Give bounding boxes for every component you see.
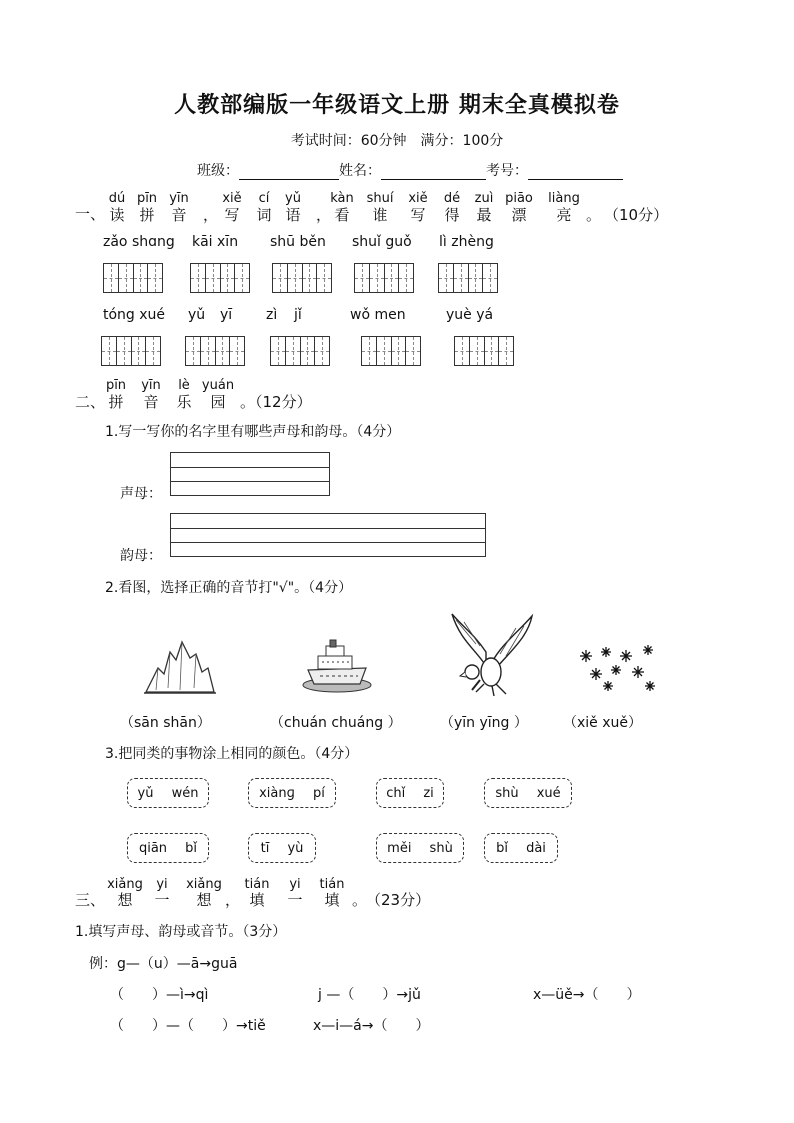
heading-pinyin: yi (156, 877, 168, 892)
grid-cell[interactable] (499, 337, 513, 365)
question-3-1: 1.填写声母、韵母或音节。（3分） (75, 924, 287, 940)
word-box[interactable]: chǐ zi (376, 778, 444, 808)
heading-char: 音 (171, 206, 187, 224)
section-score: （23分） (366, 891, 431, 909)
word-pinyin: yī (220, 307, 233, 323)
heading-punct: ， (203, 206, 219, 224)
heading-punct: 。 (586, 206, 602, 224)
grid-cell[interactable] (186, 337, 201, 365)
fill-item[interactable]: x—üě→（ ） (533, 987, 641, 1003)
heading-char: 填 (324, 891, 340, 909)
grid-cell[interactable] (469, 264, 484, 292)
heading-pinyin: shuí (366, 191, 394, 206)
fill-item[interactable]: x—i—á→（ ） (313, 1018, 430, 1034)
grid-cell[interactable] (377, 337, 392, 365)
heading-pinyin: cí (258, 191, 270, 206)
word-pinyin: shū běn (270, 234, 326, 250)
heading-pinyin: yǔ (285, 191, 301, 206)
section-1-number: 一、 (75, 205, 106, 223)
class-blank[interactable] (239, 165, 339, 180)
heading-char: 读 (109, 206, 125, 224)
eagle-icon (446, 610, 536, 698)
heading-pinyin: yuán (201, 378, 235, 393)
grid-cell[interactable] (206, 264, 221, 292)
heading-pinyin: piāo (505, 191, 533, 206)
word-box[interactable]: yǔ wén (127, 778, 209, 808)
word-box[interactable]: qiān bǐ (127, 833, 209, 863)
fill-item[interactable]: j —（ ）→jǔ (318, 987, 421, 1003)
option-eagle[interactable]: （yīn yīng ） (440, 715, 528, 731)
grid-cell[interactable] (454, 264, 469, 292)
word-pinyin: yǔ (188, 307, 206, 323)
word-box[interactable]: tī yù (248, 833, 316, 863)
word-pinyin: wǒ men (350, 307, 406, 323)
question-2-1: 1.写一写你的名字里有哪些声母和韵母。（4分） (105, 424, 401, 440)
word-pinyin: zǎo shɑng (103, 234, 175, 250)
grid-cell[interactable] (362, 337, 377, 365)
section-score: 。（12分） (240, 393, 312, 411)
heading-char: 漂 (511, 206, 527, 224)
number-blank[interactable] (528, 165, 623, 180)
heading-pinyin: lè (178, 378, 190, 393)
mountain-icon (144, 638, 216, 696)
heading-char: 填 (249, 891, 265, 909)
grid-cell[interactable] (119, 264, 134, 292)
number-label: 考号： (486, 163, 528, 179)
heading-pinyin: xiě (408, 191, 428, 206)
heading-pinyin: dé (443, 191, 461, 206)
tianzige-grid[interactable] (354, 263, 414, 293)
example: 例：g—（u）—ā→guā (89, 956, 238, 972)
grid-cell[interactable] (102, 337, 117, 365)
word-pinyin: yuè yá (446, 307, 494, 323)
word-pinyin: shuǐ guǒ (352, 234, 412, 250)
word-box[interactable]: xiànɡ pí (248, 778, 336, 808)
grid-cell[interactable] (235, 264, 249, 292)
word-box[interactable]: shù xué (484, 778, 572, 808)
word-pinyin: zì (266, 307, 278, 323)
tianzige-grid[interactable] (270, 336, 330, 366)
heading-pinyin: liàng (548, 191, 580, 206)
tianzige-grid[interactable] (361, 336, 421, 366)
grid-cell[interactable] (104, 264, 119, 292)
grid-cell[interactable] (406, 337, 420, 365)
name-blank[interactable] (381, 165, 486, 180)
heading-pinyin: tián (244, 877, 270, 892)
heading-char: 写 (224, 206, 240, 224)
heading-char: 想 (117, 891, 133, 909)
exam-info: 考试时间：60分钟 满分：100分 (290, 133, 504, 149)
heading-char: 写 (410, 206, 426, 224)
heading-pinyin: pīn (136, 191, 158, 206)
word-pinyin: lì zhèng (439, 234, 494, 250)
grid-cell[interactable] (216, 337, 231, 365)
tianzige-grid[interactable] (438, 263, 498, 293)
grid-cell[interactable] (485, 337, 500, 365)
heading-char: 词 (256, 206, 272, 224)
grid-cell[interactable] (303, 264, 318, 292)
grid-cell[interactable] (470, 337, 485, 365)
heading-char: 想 (196, 891, 212, 909)
grid-cell[interactable] (201, 337, 216, 365)
heading-char: 一 (287, 891, 303, 909)
option-snow[interactable]: （xiě xuě） (563, 715, 643, 731)
heading-char: 得 (444, 206, 460, 224)
section-score: （10分） (604, 206, 669, 224)
heading-char: 园 (210, 393, 226, 411)
yunmu-label: 韵母： (120, 548, 162, 564)
grid-cell[interactable] (439, 264, 454, 292)
snowflake-icon (576, 642, 660, 694)
heading-char: 乐 (176, 393, 192, 411)
section-2-number: 二、 (75, 393, 106, 411)
tianzige-grid[interactable] (185, 336, 245, 366)
grid-cell[interactable] (146, 337, 160, 365)
grid-cell[interactable] (301, 337, 316, 365)
word-pinyin: tóng xué (103, 307, 166, 323)
fill-item[interactable]: （ ）—（ ）→tiě (110, 1018, 266, 1034)
grid-cell[interactable] (221, 264, 236, 292)
heading-pinyin: kàn (330, 191, 354, 206)
heading-punct: ， (316, 206, 332, 224)
question-2-2: 2.看图，选择正确的音节打"√"。（4分） (105, 580, 353, 596)
heading-pinyin: yīn (141, 378, 161, 393)
tianzige-grid[interactable] (190, 263, 250, 293)
grid-cell[interactable] (191, 264, 206, 292)
option-ship[interactable]: （chuán chuáng ） (270, 715, 402, 731)
heading-pinyin: dú (108, 191, 126, 206)
heading-char: 拼 (139, 206, 155, 224)
yunmu-writing-lines[interactable] (170, 513, 486, 557)
heading-pinyin: yīn (169, 191, 189, 206)
grid-cell[interactable] (230, 337, 244, 365)
tianzige-grid[interactable] (454, 336, 514, 366)
grid-cell[interactable] (271, 337, 286, 365)
tianzige-grid[interactable] (103, 263, 163, 293)
grid-cell[interactable] (315, 337, 329, 365)
name-label: 姓名： (339, 163, 381, 179)
grid-cell[interactable] (273, 264, 288, 292)
grid-cell[interactable] (455, 337, 470, 365)
grid-cell[interactable] (399, 264, 413, 292)
heading-char: 语 (285, 206, 301, 224)
word-pinyin: jǐ (294, 307, 302, 323)
heading-char: 拼 (108, 393, 124, 411)
grid-cell[interactable] (483, 264, 497, 292)
heading-punct: ， (225, 891, 241, 909)
question-2-3: 3.把同类的事物涂上相同的颜色。（4分） (105, 746, 359, 762)
grid-cell[interactable] (288, 264, 303, 292)
heading-char: 一 (154, 891, 170, 909)
heading-punct: 。 (352, 891, 368, 909)
heading-pinyin: zuì (474, 191, 494, 206)
grid-cell[interactable] (385, 264, 400, 292)
heading-pinyin: xiǎng (107, 877, 143, 892)
grid-cell[interactable] (117, 337, 132, 365)
grid-cell[interactable] (392, 337, 407, 365)
shengmu-label: 声母： (120, 486, 162, 502)
grid-cell[interactable] (148, 264, 162, 292)
shengmu-writing-lines[interactable] (170, 452, 330, 496)
ship-icon (300, 638, 374, 694)
grid-cell[interactable] (317, 264, 331, 292)
word-box[interactable]: měi shù (376, 833, 464, 863)
grid-cell[interactable] (286, 337, 301, 365)
heading-char: 最 (476, 206, 492, 224)
student-info (197, 160, 623, 180)
heading-char: 谁 (372, 206, 388, 224)
grid-cell[interactable] (355, 264, 370, 292)
heading-char: 亮 (556, 206, 572, 224)
grid-cell[interactable] (134, 264, 149, 292)
heading-char: 音 (143, 393, 159, 411)
heading-char: 看 (334, 206, 350, 224)
heading-pinyin: xiǎng (186, 877, 222, 892)
grid-cell[interactable] (132, 337, 147, 365)
grid-cell[interactable] (370, 264, 385, 292)
tianzige-grid[interactable] (101, 336, 161, 366)
heading-pinyin: yi (289, 877, 301, 892)
option-mountain[interactable]: （sān shān） (120, 715, 211, 731)
tianzige-grid[interactable] (272, 263, 332, 293)
section-3-number: 三、 (75, 891, 106, 909)
word-pinyin: kāi xīn (192, 234, 239, 250)
heading-pinyin: xiě (222, 191, 242, 206)
heading-pinyin: pīn (105, 378, 127, 393)
word-box[interactable]: bǐ dài (484, 833, 558, 863)
class-label: 班级： (197, 163, 239, 179)
fill-item[interactable]: （ ）—ì→qì (110, 987, 209, 1003)
heading-pinyin: tián (319, 877, 345, 892)
page-title: 人教部编版一年级语文上册 期末全真模拟卷 (174, 93, 620, 118)
